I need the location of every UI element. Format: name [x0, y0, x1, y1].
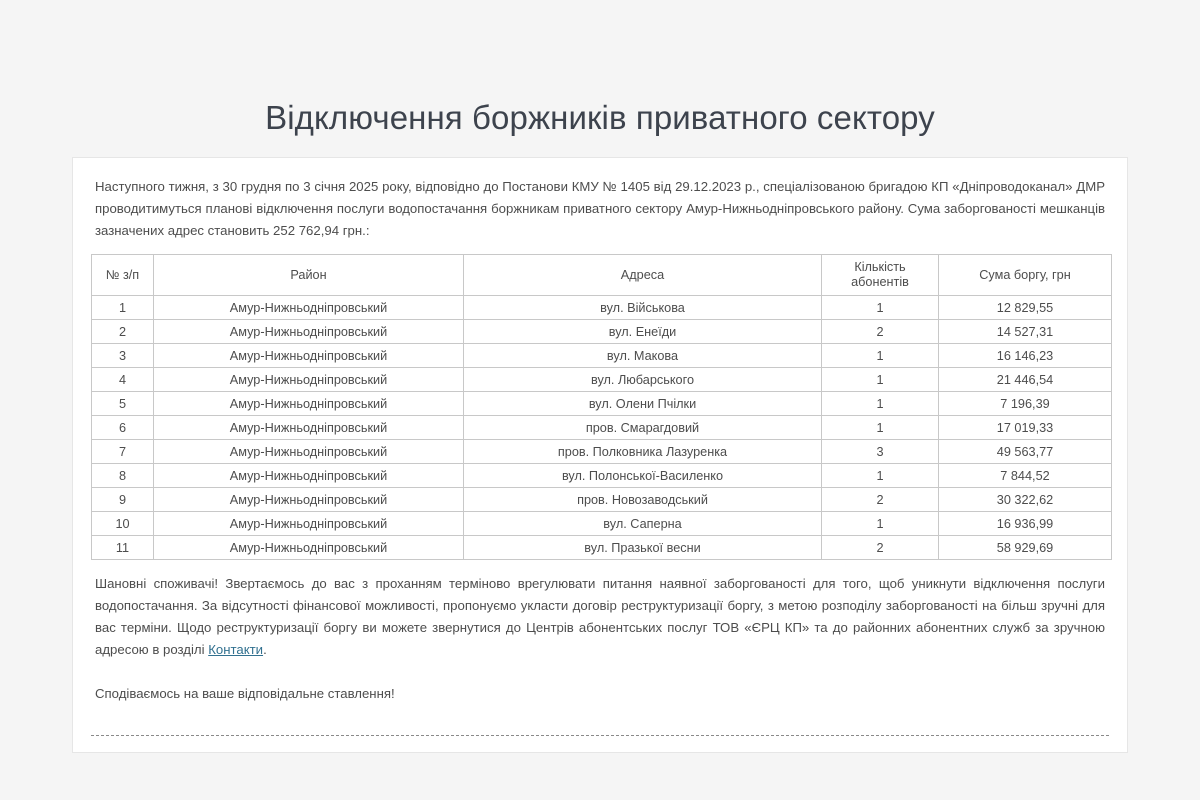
cell-sum: 14 527,31	[939, 320, 1112, 344]
cell-address: вул. Енеїди	[464, 320, 822, 344]
announcement-card	[72, 157, 1128, 753]
cell-district: Амур-Нижньодніпровський	[154, 296, 464, 320]
table-body	[92, 296, 1112, 560]
table-header-row	[92, 255, 1112, 296]
cell-address: вул. Макова	[464, 344, 822, 368]
cell-count: 1	[822, 416, 939, 440]
column-header-count	[822, 255, 939, 296]
cell-address: вул. Олени Пчілки	[464, 392, 822, 416]
cell-sum: 16 936,99	[939, 512, 1112, 536]
table-row	[92, 320, 1112, 344]
cell-sum: 21 446,54	[939, 368, 1112, 392]
cell-number: 1	[92, 296, 154, 320]
cell-address: пров. Смарагдовий	[464, 416, 822, 440]
cell-district: Амур-Нижньодніпровський	[154, 344, 464, 368]
cell-sum: 7 196,39	[939, 392, 1112, 416]
cell-sum: 7 844,52	[939, 464, 1112, 488]
table-row	[92, 440, 1112, 464]
table-row	[92, 296, 1112, 320]
cell-address: вул. Військова	[464, 296, 822, 320]
cell-address: вул. Любарського	[464, 368, 822, 392]
cell-count: 1	[822, 296, 939, 320]
table-row	[92, 536, 1112, 560]
column-header-district: Район	[154, 255, 464, 296]
cell-sum: 49 563,77	[939, 440, 1112, 464]
cell-sum: 58 929,69	[939, 536, 1112, 560]
cell-number: 4	[92, 368, 154, 392]
cell-number: 3	[92, 344, 154, 368]
cell-count: 1	[822, 368, 939, 392]
page-title: Відключення боржників приватного сектору	[265, 99, 935, 136]
cell-count: 3	[822, 440, 939, 464]
debtors-table	[91, 254, 1112, 560]
table-row	[92, 488, 1112, 512]
cell-sum: 16 146,23	[939, 344, 1112, 368]
cell-number: 9	[92, 488, 154, 512]
table-row	[92, 368, 1112, 392]
notice-paragraph	[89, 573, 1111, 661]
cell-sum: 30 322,62	[939, 488, 1112, 512]
cell-district: Амур-Нижньодніпровський	[154, 464, 464, 488]
cell-number: 7	[92, 440, 154, 464]
column-header-address: Адреса	[464, 255, 822, 296]
cell-count: 2	[822, 488, 939, 512]
cell-address: вул. Празької весни	[464, 536, 822, 560]
cell-district: Амур-Нижньодніпровський	[154, 488, 464, 512]
cell-number: 10	[92, 512, 154, 536]
table-row	[92, 464, 1112, 488]
cell-count: 2	[822, 536, 939, 560]
cell-count: 1	[822, 512, 939, 536]
notice-text-after-link: .	[263, 642, 267, 657]
column-header-count-line2: абонентів	[851, 275, 909, 289]
dashed-divider	[91, 735, 1109, 736]
cell-number: 5	[92, 392, 154, 416]
column-header-sum: Сума боргу, грн	[939, 255, 1112, 296]
cell-count: 2	[822, 320, 939, 344]
table-header	[92, 255, 1112, 296]
cell-sum: 17 019,33	[939, 416, 1112, 440]
cell-district: Амур-Нижньодніпровський	[154, 536, 464, 560]
cell-district: Амур-Нижньодніпровський	[154, 392, 464, 416]
table-row	[92, 416, 1112, 440]
table-row	[92, 344, 1112, 368]
cell-count: 1	[822, 392, 939, 416]
cell-district: Амур-Нижньодніпровський	[154, 368, 464, 392]
cell-number: 11	[92, 536, 154, 560]
cell-address: пров. Новозаводський	[464, 488, 822, 512]
cell-count: 1	[822, 344, 939, 368]
cell-number: 6	[92, 416, 154, 440]
cell-sum: 12 829,55	[939, 296, 1112, 320]
table-row	[92, 392, 1112, 416]
contacts-link[interactable]: Контакти	[208, 642, 264, 657]
cell-address: вул. Саперна	[464, 512, 822, 536]
cell-district: Амур-Нижньодніпровський	[154, 512, 464, 536]
notice-text-before-link: Шановні споживачі! Звертаємось до вас з проханням терміново врегулювати питання наявної заборгованості для того, щоб уникнути відключення послуги водопостачання. За відсутності фінансової можливості, пропонуємо укласти договір реструктуризації боргу, з метою розподілу заборгованості на більш зручні для вас терміни. Щодо реструктуризації боргу ви можете звернутися до Центрів абонентських послуг ТОВ «ЄРЦ КП» та до районних абонентних служб за зручною адресою в розділі	[95, 576, 1105, 657]
cell-number: 2	[92, 320, 154, 344]
cell-address: пров. Полковника Лазуренка	[464, 440, 822, 464]
column-header-number: № з/п	[92, 255, 154, 296]
cell-district: Амур-Нижньодніпровський	[154, 320, 464, 344]
cell-district: Амур-Нижньодніпровський	[154, 416, 464, 440]
cell-address: вул. Полонської-Василенко	[464, 464, 822, 488]
closing-paragraph: Сподіваємось на ваше відповідальне ставлення!	[95, 686, 395, 701]
cell-district: Амур-Нижньодніпровський	[154, 440, 464, 464]
cell-count: 1	[822, 464, 939, 488]
column-header-count-line1: Кількість	[854, 260, 906, 274]
cell-number: 8	[92, 464, 154, 488]
table-row	[92, 512, 1112, 536]
intro-paragraph: Наступного тижня, з 30 грудня по 3 січня 2025 року, відповідно до Постанови КМУ № 1405 від 29.12.2023 р., спеціалізованою бригадою КП «Дніпроводоканал» ДМР проводитимуться планові відключення послуги водопостачання боржникам приватного сектору Амур-Нижньодніпровського району. Сума заборгованості мешканців зазначених адрес становить 252 762,94 грн.:	[95, 179, 1105, 238]
